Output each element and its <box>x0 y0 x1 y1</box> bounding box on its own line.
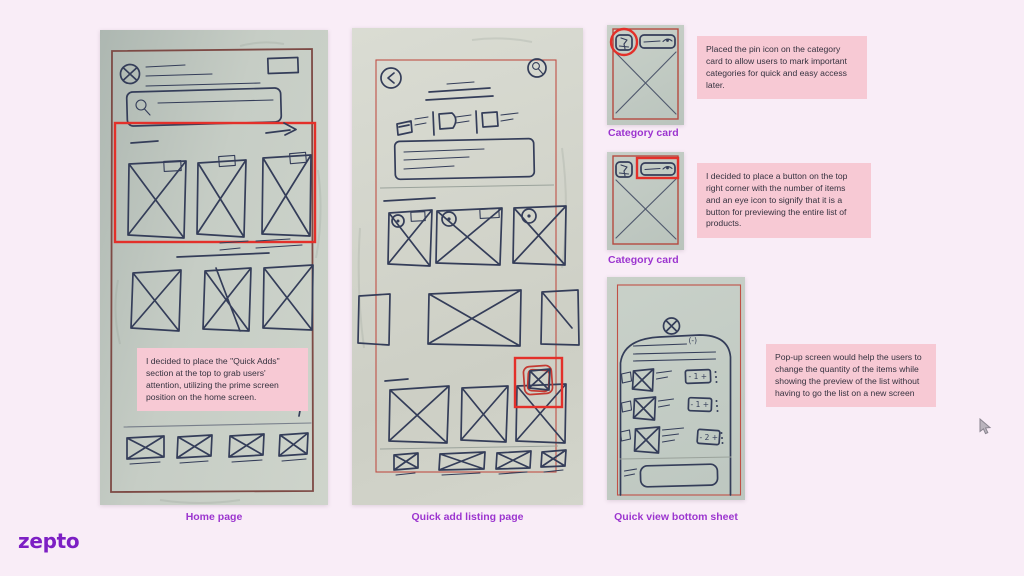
home-page-sketch-photo <box>100 30 328 505</box>
category-card-sketch <box>388 210 432 266</box>
quick-add-card-sketch <box>262 152 311 236</box>
product-card-sketch <box>516 384 566 443</box>
divider-line <box>124 423 311 427</box>
quantity-stepper-sketch <box>685 370 710 384</box>
category-card-wireframe-pin <box>607 25 684 125</box>
category-card-wireframe-preview <box>607 152 684 250</box>
pin-highlight-circle <box>611 29 637 55</box>
list-item-sketch <box>622 369 718 391</box>
sheet-handle-mark: (-) <box>688 336 698 345</box>
caption-listing-page: Quick add listing page <box>411 511 524 523</box>
quick-add-button-sketch <box>523 365 553 395</box>
card-label-lines <box>220 239 302 250</box>
back-icon <box>381 68 401 88</box>
search-bar-sketch <box>127 88 282 126</box>
quick-add-card-sketch <box>197 155 246 237</box>
banner-sketch <box>395 139 535 180</box>
product-card-sketch <box>203 268 251 331</box>
caption-bottom-sheet: Quick view bottom sheet <box>614 511 738 523</box>
section-title-line <box>131 141 158 143</box>
divider-line <box>620 457 732 459</box>
bottom-nav-item-sketch <box>541 450 566 472</box>
divider-line <box>380 185 554 188</box>
filter-chips-sketch <box>397 111 518 135</box>
list-item-sketch <box>621 427 724 453</box>
category-card-sketch-photo-2 <box>607 152 684 250</box>
kebab-menu-icon <box>721 432 724 444</box>
checkbox-sketch <box>622 401 632 412</box>
home-page-wireframe <box>100 30 328 505</box>
annotation-popup-screen: Pop-up screen would help the users to change the quantity of the items while showing the preview of the list without having to go the list on a new screen <box>766 344 936 407</box>
profile-avatar-icon <box>121 65 140 84</box>
product-card-sketch <box>131 270 181 331</box>
divider-line <box>380 446 558 449</box>
bottom-nav-item-sketch <box>496 451 531 474</box>
svg-text:- 1 +: - 1 + <box>688 372 708 381</box>
section-title-line <box>384 198 435 201</box>
image-placeholder-cross <box>616 52 676 114</box>
quick-adds-highlight-rect <box>115 123 315 242</box>
product-card-sketch <box>461 386 508 442</box>
annotation-quick-adds: I decided to place the "Quick Adds" section at the top to grab users' attention, utilizing the prime screen position on the home screen. <box>137 348 308 411</box>
eye-icon <box>663 167 672 170</box>
bottom-nav-item-sketch <box>279 433 308 461</box>
carousel-sketch <box>358 290 579 346</box>
annotation-preview-button: I decided to place a button on the top right corner with the number of items and an eye icon to signify that it is a button for previewing the entire list of products. <box>697 163 871 238</box>
pin-icon <box>616 162 632 177</box>
title-lines <box>426 88 493 100</box>
footer-text-lines <box>625 469 637 476</box>
listing-page-wireframe <box>352 28 583 505</box>
search-icon <box>528 59 546 77</box>
bottom-nav-item-sketch <box>127 436 164 464</box>
bottom-sheet-sketch-photo <box>607 277 745 500</box>
product-card-sketch <box>389 386 449 443</box>
caption-home-page: Home page <box>185 511 243 523</box>
sheet-title-lines <box>634 344 716 361</box>
eye-icon <box>663 39 672 42</box>
checkbox-sketch <box>621 430 631 441</box>
kebab-menu-icon <box>715 371 718 383</box>
category-card-sketch-photo-1 <box>607 25 684 125</box>
caption-category-card-1: Category card <box>608 127 679 139</box>
section-title-line <box>385 379 408 381</box>
listing-page-sketch-photo <box>352 28 583 505</box>
list-item-sketch <box>622 397 719 420</box>
category-card-sketch <box>513 206 566 265</box>
bottom-nav-item-sketch <box>229 434 264 462</box>
see-all-arrow-icon <box>266 123 296 135</box>
close-icon <box>664 318 680 334</box>
primary-button-sketch <box>640 464 718 487</box>
svg-text:- 1 +: - 1 + <box>690 400 710 409</box>
kebab-menu-icon <box>716 400 719 412</box>
zepto-logo: zepto <box>18 529 80 553</box>
quick-add-card-sketch <box>128 161 186 238</box>
category-card-sketch <box>436 208 502 265</box>
image-placeholder-cross <box>616 179 676 239</box>
preview-button-sketch <box>641 163 675 175</box>
section-title-line <box>177 253 269 257</box>
quantity-stepper-sketch <box>697 429 720 445</box>
mouse-cursor-icon <box>979 418 992 436</box>
checkbox-sketch <box>622 372 632 383</box>
annotation-pin-icon: Placed the pin icon on the category card to allow users to mark important categories for quick and easy access later. <box>697 36 867 99</box>
preview-button-sketch <box>640 35 675 48</box>
pin-icon <box>616 35 632 50</box>
quantity-stepper-sketch <box>688 398 711 412</box>
header-cta-box <box>268 57 299 73</box>
bottom-sheet-wireframe <box>607 277 745 500</box>
title-line <box>447 82 474 84</box>
header-text-lines <box>146 65 260 86</box>
svg-text:- 2 +: - 2 + <box>699 433 719 442</box>
bottom-nav-item-sketch <box>177 435 212 463</box>
product-card-sketch <box>263 265 313 330</box>
caption-category-card-2: Category card <box>608 254 679 266</box>
